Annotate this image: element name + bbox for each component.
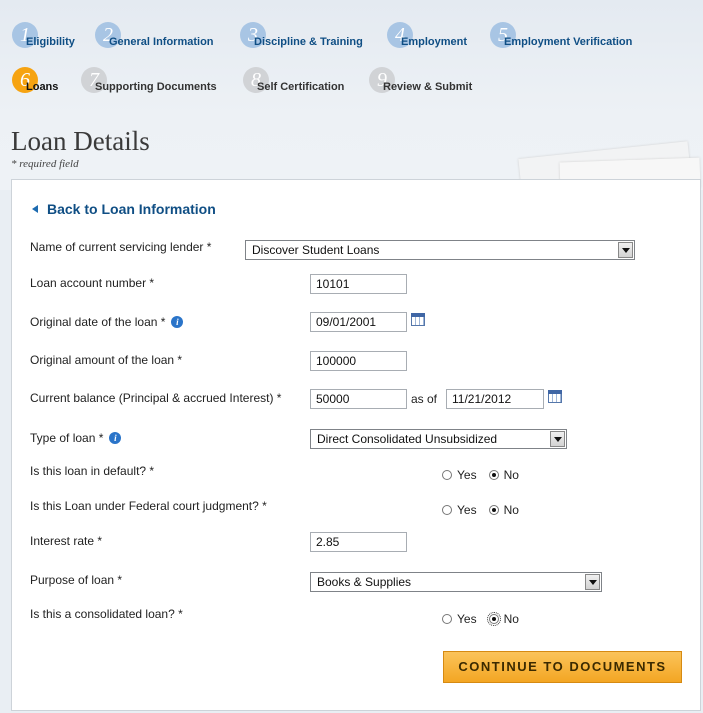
loan-type-label	[30, 431, 121, 445]
step-label: General Information	[109, 36, 214, 48]
loan-type-select-value: Direct Consolidated Unsubsidized	[317, 432, 498, 446]
loan-type-select[interactable]	[310, 429, 567, 449]
step-employment[interactable]	[387, 22, 467, 48]
step-loans[interactable]	[12, 67, 58, 93]
purpose-label-text: Purpose of loan *	[30, 573, 123, 587]
consolidated-label	[30, 607, 183, 621]
step-number: 9	[369, 67, 395, 93]
step-self-certification[interactable]	[243, 67, 344, 93]
step-number: 6	[12, 67, 38, 93]
original-date-input[interactable]: 09/01/2001	[310, 312, 407, 332]
step-number: 3	[240, 22, 266, 48]
step-label: Review & Submit	[383, 81, 473, 93]
consolidated-no-radio[interactable]	[489, 614, 499, 624]
chevron-down-icon[interactable]	[550, 431, 565, 447]
default-label-text: Is this loan in default? *	[30, 464, 155, 478]
calendar-icon[interactable]	[548, 390, 562, 403]
step-number: 2	[95, 22, 121, 48]
original-amount-input[interactable]: 100000	[310, 351, 407, 371]
step-eligibility[interactable]	[12, 22, 75, 48]
step-general-information[interactable]	[95, 22, 214, 48]
as-of-label: as of	[411, 392, 438, 406]
lender-select[interactable]	[245, 240, 635, 260]
page-title: Loan Details	[11, 126, 150, 156]
account-number-input[interactable]: 10101	[310, 274, 407, 294]
orig-amount-label-text: Original amount of the loan *	[30, 353, 183, 367]
step-review-submit[interactable]	[369, 67, 472, 93]
loan-type-label-text: Type of loan *	[30, 431, 104, 445]
balance-label	[30, 391, 281, 405]
continue-to-documents-button[interactable]: CONTINUE TO DOCUMENTS	[443, 651, 682, 683]
default-label	[30, 464, 154, 478]
step-label: Supporting Documents	[95, 81, 217, 93]
purpose-label	[30, 573, 122, 587]
lender-select-value: Discover Student Loans	[252, 243, 380, 257]
orig-amount-label	[30, 353, 182, 367]
interest-label	[30, 534, 102, 548]
step-label: Eligibility	[26, 36, 75, 48]
step-number: 8	[243, 67, 269, 93]
consolidated-label-text: Is this a consolidated loan? *	[30, 607, 183, 621]
judgment-radio-group	[442, 503, 519, 517]
step-discipline-training[interactable]	[240, 22, 363, 48]
info-icon[interactable]: i	[109, 432, 121, 444]
info-icon[interactable]: i	[171, 316, 183, 328]
interest-label-text: Interest rate *	[30, 534, 103, 548]
lender-label	[30, 240, 211, 254]
radio-label: Yes	[457, 468, 477, 482]
step-supporting-documents[interactable]	[81, 67, 217, 93]
default-no-radio[interactable]	[489, 470, 499, 480]
interest-rate-input[interactable]: 2.85	[310, 532, 407, 552]
radio-label: Yes	[457, 612, 477, 626]
radio-label: No	[503, 503, 519, 517]
radio-label: No	[503, 468, 519, 482]
judgment-label-text: Is this Loan under Federal court judgment? *	[30, 499, 267, 513]
back-to-loan-information-link[interactable]	[32, 201, 216, 217]
calendar-icon[interactable]	[411, 313, 425, 326]
step-label: Employment Verification	[504, 36, 633, 48]
step-number: 4	[387, 22, 413, 48]
step-employment-verification[interactable]	[490, 22, 632, 48]
orig-date-label-text: Original date of the loan *	[30, 315, 166, 329]
back-link-label: Back to Loan Information	[47, 201, 216, 217]
step-number: 1	[12, 22, 38, 48]
step-label: Discipline & Training	[254, 36, 363, 48]
chevron-down-icon[interactable]	[618, 242, 633, 258]
consolidated-yes-radio[interactable]	[442, 614, 452, 624]
judgment-no-radio[interactable]	[489, 505, 499, 515]
back-arrow-icon	[32, 205, 38, 213]
orig-date-label	[30, 315, 183, 329]
default-radio-group	[442, 468, 519, 482]
current-balance-input[interactable]: 50000	[310, 389, 407, 409]
radio-label: No	[503, 612, 519, 626]
step-label: Loans	[26, 81, 59, 93]
balance-label-text: Current balance (Principal & accrued Interest) *	[30, 391, 282, 405]
default-yes-radio[interactable]	[442, 470, 452, 480]
step-number: 5	[490, 22, 516, 48]
judgment-yes-radio[interactable]	[442, 505, 452, 515]
step-label: Employment	[401, 36, 468, 48]
step-number: 7	[81, 67, 107, 93]
consolidated-radio-group	[442, 612, 519, 626]
chevron-down-icon[interactable]	[585, 574, 600, 590]
required-field-note: * required field	[11, 158, 79, 170]
purpose-select-value: Books & Supplies	[317, 575, 412, 589]
judgment-label	[30, 499, 267, 513]
purpose-select[interactable]	[310, 572, 602, 592]
step-label: Self Certification	[257, 81, 345, 93]
balance-as-of-date-input[interactable]: 11/21/2012	[446, 389, 544, 409]
lender-label-text: Name of current servicing lender *	[30, 240, 212, 254]
account-label-text: Loan account number *	[30, 276, 155, 290]
account-label	[30, 276, 154, 290]
radio-label: Yes	[457, 503, 477, 517]
